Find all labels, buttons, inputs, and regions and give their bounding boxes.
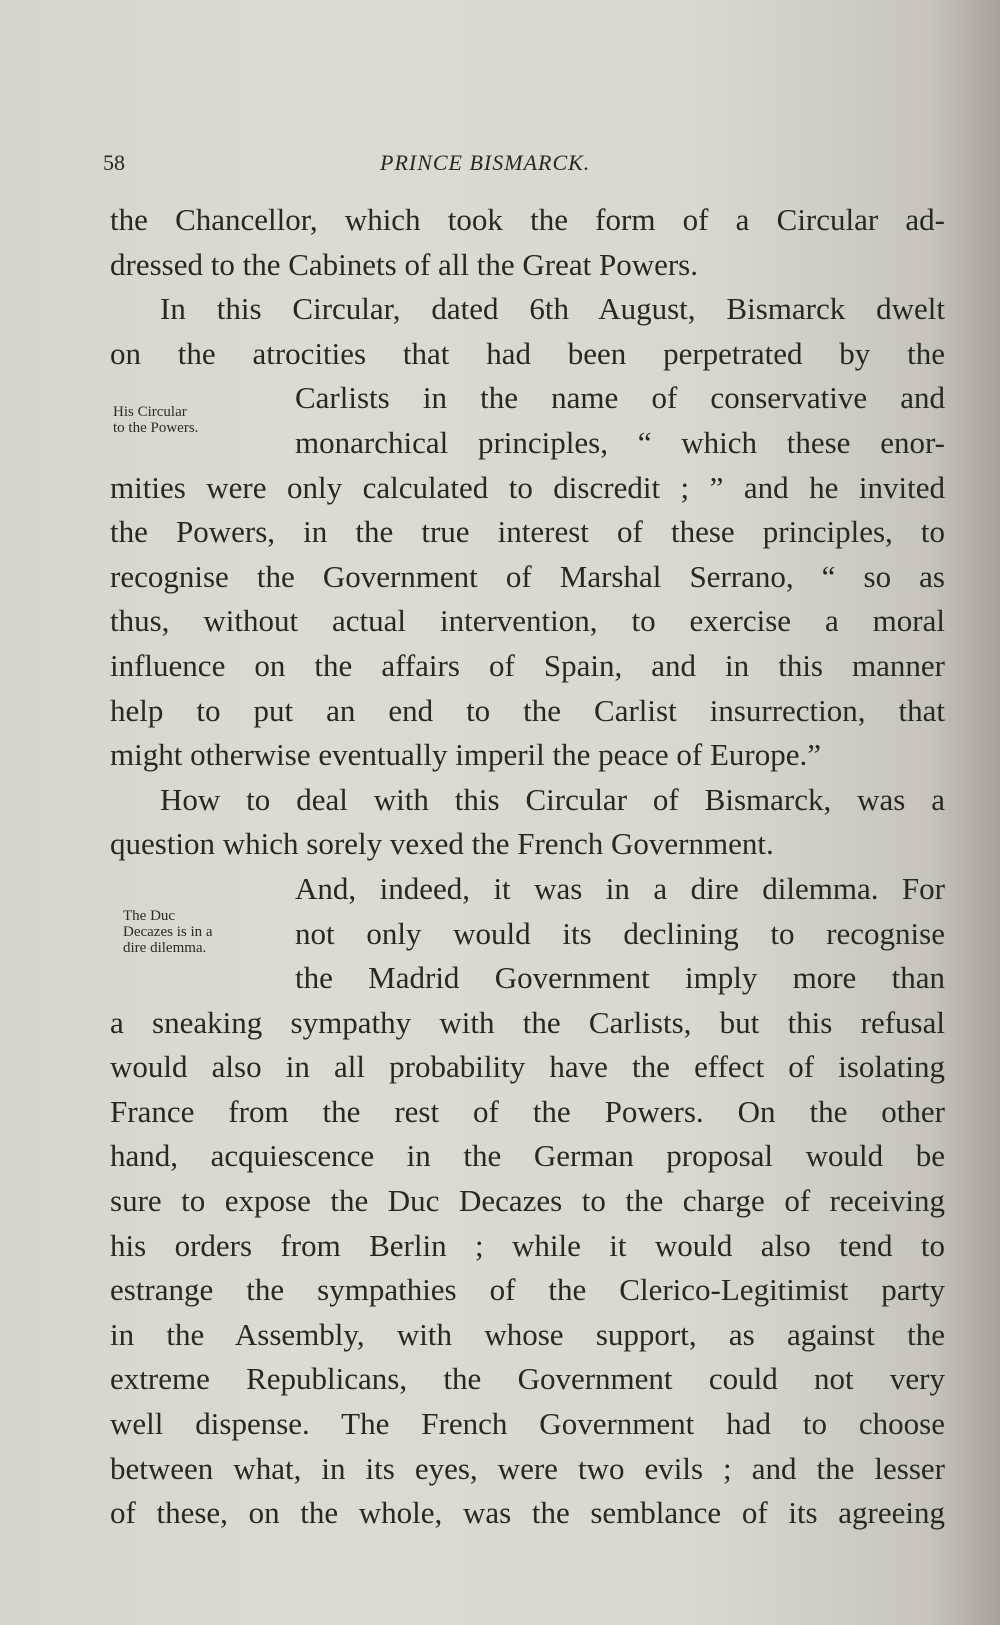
body-text [110, 198, 945, 1536]
text-line: sure to expose the Duc Decazes to the charge of receiving [110, 1183, 945, 1219]
text-line: might otherwise eventually imperil the peace of Europe.” [110, 737, 822, 773]
text-line: between what, in its eyes, were two evils ; and the lesser [110, 1450, 945, 1486]
text-line: of these, on the whole, was the semblance of its agreeing [110, 1495, 945, 1531]
text-line: help to put an end to the Carlist insurrection, that [110, 692, 945, 728]
text-line: would also in all probability have the effect of isolating [110, 1049, 945, 1085]
text-line: dressed to the Cabinets of all the Great Powers. [110, 246, 698, 282]
marginal-note-line: dire dilemma. [123, 940, 207, 956]
text-line: thus, without actual intervention, to exercise a moral [110, 603, 945, 639]
text-line: monarchical principles, “ which these enor- [295, 424, 945, 460]
marginal-note-line: Decazes is in a [123, 924, 213, 940]
text-line: Carlists in the name of conservative and [295, 380, 945, 416]
text-line: France from the rest of the Powers. On the other [110, 1093, 945, 1129]
text-line: How to deal with this Circular of Bismarck, was a [160, 781, 945, 817]
text-line: the Madrid Government imply more than [295, 960, 945, 996]
text-line: on the atrocities that had been perpetrated by the [110, 335, 945, 371]
text-line: hand, acquiescence in the German proposal would be [110, 1138, 945, 1174]
text-line: influence on the affairs of Spain, and in this manner [110, 647, 945, 683]
marginal-note-line: The Duc [123, 908, 176, 924]
text-line: estrange the sympathies of the Clerico-Legitimist party [110, 1272, 945, 1308]
text-line: not only would its declining to recognise [295, 915, 945, 951]
text-line: his orders from Berlin ; while it would also tend to [110, 1227, 945, 1263]
text-line: And, indeed, it was in a dire dilemma. For [295, 870, 945, 906]
page-number: 58 [103, 150, 125, 175]
text-line: well dispense. The French Government had to choose [110, 1406, 945, 1442]
text-line: recognise the Government of Marshal Serrano, “ so as [110, 558, 945, 594]
text-line: In this Circular, dated 6th August, Bismarck dwelt [160, 291, 945, 327]
marginal-note-line: His Circular [113, 404, 187, 420]
text-line: question which sorely vexed the French Government. [110, 826, 774, 862]
text-line: a sneaking sympathy with the Carlists, but this refusal [110, 1004, 945, 1040]
text-line: the Powers, in the true interest of these principles, to [110, 514, 945, 550]
text-line: mities were only calculated to discredit ; ” and he invited [110, 469, 945, 505]
page-header [0, 150, 1000, 190]
text-line: in the Assembly, with whose support, as against the [110, 1316, 945, 1352]
running-title: PRINCE BISMARCK. [380, 150, 591, 175]
text-line: the Chancellor, which took the form of a Circular ad- [110, 202, 945, 237]
marginal-note-line: to the Powers. [113, 420, 199, 436]
text-line: extreme Republicans, the Government could not very [110, 1361, 945, 1397]
